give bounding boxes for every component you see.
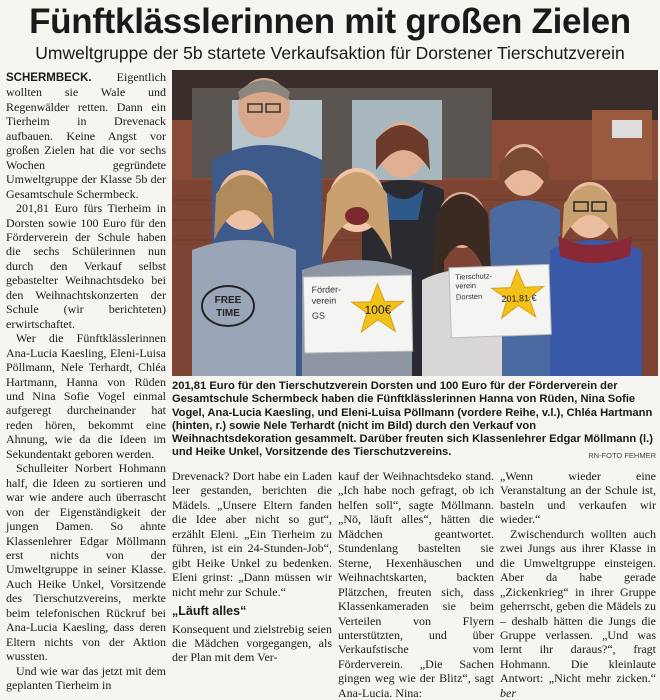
paragraph [500, 527, 656, 700]
author-signature: ber [500, 685, 516, 700]
dateline: SCHERMBECK. [6, 72, 92, 84]
photo-caption: 201,81 Euro für den Tierschutzverein Dorsten und 100 Euro für der Förderverein der Gesamtschule Schermbeck haben die Fünftklässlerinnen Hanna von Rüden, Nina Sofie Vogel, Ana-Lucia Kaesling, und Eleni-Luisa Pöllmann (vordere Reihe, v.l.), Chléa Hartmann (hinten, r.) sowie Nele Terhardt (nicht im Bild) durch den Verkauf von Weihnachtsdekoration gesammelt. Darüber freuten sich Klassenlehrer Edgar Möllmann (l.) und Heike Unkel, Vorsitzende des Tierschutzvereins. [172, 380, 653, 459]
paragraph: Wer die Fünftklässlerinnen Ana-Lucia Kaesling, Eleni-Luisa Pöllmann, Nele Terhardt, Chléa Hartmann, Hanna von Rüden und Nina Sofie Vogel einmal aufgeregt durcheinander hat reden hören, bekommt eine Ahnung, wie da die Ideen im Sekundentakt geboren werden. [6, 331, 166, 461]
paragraph-text: Zwischendurch wollten auch zwei Jungs aus ihrer Klasse in die Umweltgruppe einsteigen. Aber da habe gerade „Zickenkrieg“ in ihrer Gruppe geherrscht, geben die Mädels zu – deshalb hätten die Jungs die Gruppe verlassen. „Und was lernt ihr daraus?“, fragt Hohmann. Die kleinlaute Antwort: „Nicht mehr zicken.“ [500, 526, 656, 686]
paragraph: kauf der Weihnachtsdeko stand. „Ich habe noch gefragt, ob ich helfen soll“, sagte Möllmann. „Nö, läuft alles“, hätten die Mädchen geantwortet. Stundenlang bastelten sie Sterne, Hexenhäuschen und Weihnachtskarten, backten Plätzchen, freuten sich, dass Klassenkameraden sie beim Verteilen von Flyern unterstützten, und über Verkaufstische vom Förderverein. „Die Sachen gingen weg wie der Blitz“, sagt Ana-Lucia. Nina: [338, 469, 494, 700]
article-column-4 [500, 469, 656, 700]
sign-left-label: verein [311, 295, 337, 306]
paragraph: Schulleiter Norbert Hohmann half, die Ideen zu sortieren und war wie andere auch überrascht von der Eigenständigkeit der jungen Damen. So ahnte Klassenlehrer Edgar Möllmann erst nichts von der Umweltgruppe in seiner Klasse. Auch Heike Unkel, Vorsitzende des Tierschutzvereins, merkte beim telefonischen Rückruf bei Ana-Lucia Kaesling, dass deren Eltern nichts von der Aktion wussten. [6, 461, 166, 664]
headline: Fünftklässlerinnen mit großen Zielen [29, 2, 631, 41]
sign-right-label: Dorsten [455, 291, 483, 302]
paragraph: 201,81 Euro fürs Tierheim in Dorsten sowie 100 Euro für den Förderverein der Schule haben die sechs Schülerinnen nun durch den Verkauf selbst gebastelter Weihnachtsdeko bei den Weihnachtskonzerten der Schule (wir berichteten) erwirtschaftet. [6, 201, 166, 331]
sign-right-amount: 201,81 € [501, 292, 537, 305]
paragraph: Konsequent und zielstrebig seien die Mädchen vorgegangen, als der Plan mit dem Ver- [172, 621, 332, 665]
sign-right-label: verein [455, 280, 477, 291]
sign-left-label: Förder- [311, 284, 342, 295]
subheadline: Umweltgruppe der 5b startete Verkaufsaktion für Dorstener Tierschutzverein [35, 43, 625, 63]
intertitle: „Läuft alles“ [172, 604, 247, 619]
article-column-2 [172, 469, 332, 685]
sign-left-label: GS [311, 310, 326, 321]
sign-left-amount: 100€ [364, 302, 392, 317]
paragraph: Und wie war das jetzt mit dem geplanten Tierheim in [6, 663, 166, 693]
article-photo [172, 70, 658, 376]
shirt-text: FREE [214, 295, 242, 306]
paragraph: Drevenack? Dort habe ein Laden leer gestanden, berichten die Mädels. „Unsere Eltern fanden die Idee aber nicht so gut“, erzählt Eleni. „Ein Tierheim zu führen, ist ein 24-Stunden-Job“, gibt Heike Unkel zu bedenken. Eleni grinst: „Dann müssen wir nicht mehr zur Schule.“ [172, 469, 332, 599]
sign-right-label: Tierschutz- [455, 271, 493, 282]
photo-credit: RN-FOTO FEHMER [588, 451, 656, 460]
paragraph-text: Eigentlich wollten sie Wale und Regenwälder retten. Dann ein Tierheim in Drevenack aufbauen. Keine Angst vor großen Zielen hat die vor sechs Wochen gegründete Umweltgruppe der Klasse 5b der Gesamtschule Schermbeck. [6, 70, 166, 201]
article-column-3 [338, 469, 494, 700]
paragraph [6, 70, 166, 201]
shirt-text: TIME [216, 308, 240, 319]
article-column-1 [6, 70, 166, 693]
paragraph: „Wenn wieder eine Veranstaltung an der Schule ist, basteln und verkaufen wir wieder.“ [500, 469, 656, 527]
